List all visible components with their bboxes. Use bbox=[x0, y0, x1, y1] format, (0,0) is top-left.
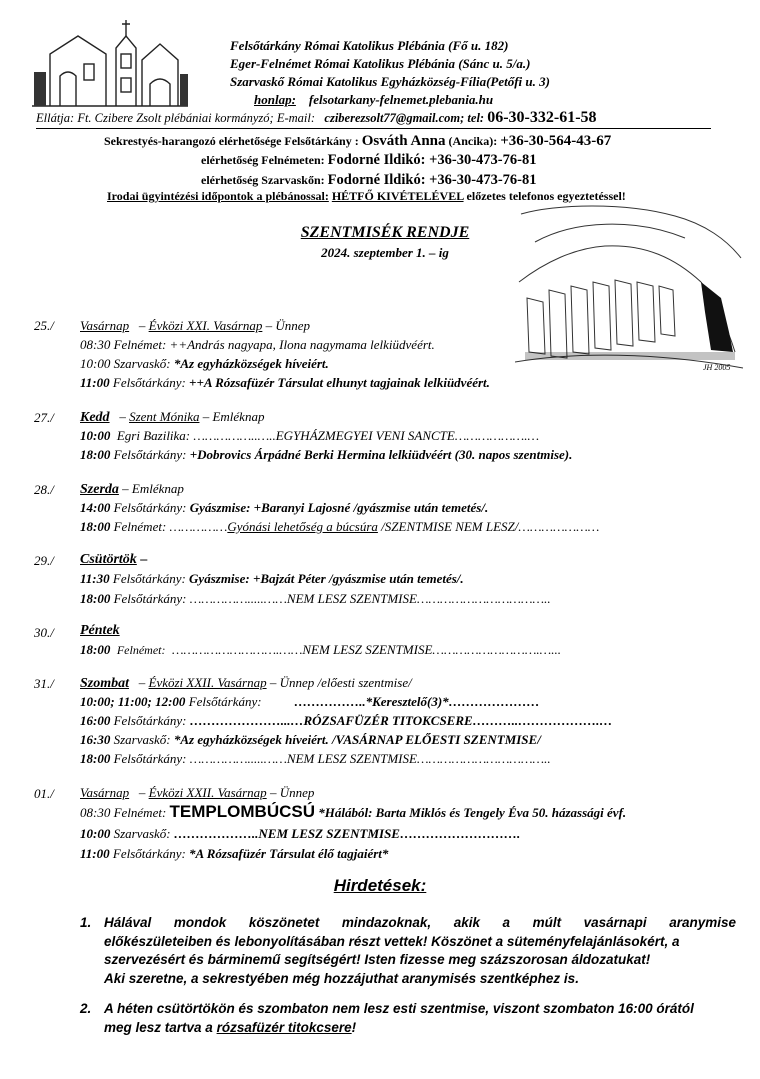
sketch-signature: JH 2005 bbox=[703, 363, 731, 372]
email[interactable]: cziberezsolt77@gmail.com; tel: bbox=[324, 111, 485, 125]
office-hours-highlight: HÉTFŐ KIVÉTELÉVEL bbox=[331, 189, 464, 203]
day-header bbox=[80, 552, 147, 568]
day-name: Vasárnap bbox=[80, 785, 130, 800]
sacristan-name: Osváth Anna bbox=[361, 133, 446, 149]
schedule-subtitle: 2024. szeptember 1. – ig bbox=[321, 245, 449, 260]
mass-entry: 18:00 Felsőtárkány: …………….....……NEM LESZ SZENTMISE…………………………….. bbox=[80, 591, 551, 606]
day-name: Péntek bbox=[80, 623, 120, 638]
header-divider bbox=[36, 128, 711, 129]
feast-name: Évközi XXII. Vasárnap bbox=[148, 785, 267, 800]
contact-line-3 bbox=[201, 172, 537, 189]
mass-entry: 11:30 Felsőtárkány: Gyászmise: +Bajzát Péter /gyászmise után temetés/. bbox=[80, 571, 464, 586]
szarvasko-contact-label: elérhetőség Szarvaskőn: bbox=[201, 173, 325, 187]
szarvasko-contact-value: Fodorné Ildikó: +36-30-473-76-81 bbox=[327, 172, 537, 188]
announcement-number: 1. bbox=[80, 915, 92, 930]
mass-entry: 18:00 Felnémet: ……………Gyónási lehetőség a búcsúra /SZENTMISE NEM LESZ/………………… bbox=[80, 519, 600, 534]
mass-entry: 11:00 Felsőtárkány: *A Rózsafüzér Társulat élő tagjaiért* bbox=[80, 846, 389, 861]
mass-entry: 18:00 Felsőtárkány: …………….....……NEM LESZ SZENTMISE…………………………….. bbox=[80, 751, 551, 766]
feast-rank: – Emléknap bbox=[202, 409, 265, 424]
feast-rank: – Ünnep bbox=[269, 785, 315, 800]
office-hours-label: Irodai ügyintézési időpontok a plébánossal: bbox=[107, 189, 329, 203]
homepage-label: honlap: bbox=[254, 92, 296, 107]
announcement-item-2: 2. A héten csütörtökön és szombaton nem lesz esti szentmise, viszont szombaton 16:00 órától meg lesz tartva a rózsafüzér titokcsere! bbox=[80, 1001, 694, 1035]
contact-line-1 bbox=[104, 133, 611, 150]
day-name: Vasárnap bbox=[80, 318, 130, 333]
day-number: 30./ bbox=[34, 625, 54, 640]
homepage-url[interactable]: felsotarkany-felnemet.plebania.hu bbox=[308, 92, 494, 107]
felnemet-contact-value: Fodorné Ildikó: +36-30-473-76-81 bbox=[327, 152, 537, 168]
sacristan-nick: (Ancika): bbox=[448, 134, 498, 148]
mass-entry: 10:00 Szarvaskő: ………………..NEM LESZ SZENTMISE………………………. bbox=[80, 826, 521, 841]
mass-entry: 16:00 Felsőtárkány: …………………...…RÓZSAFÜZÉR TITOKCSERE………..……………….… bbox=[80, 713, 613, 728]
mass-entry: 10:00 Szarvaskő: *Az egyházközségek híveiért. bbox=[80, 356, 329, 371]
announcement-item-1: 1. Hálával mondok köszönetet mindazoknak, akik a múlt vasárnapi aranymise előkészületeiben és lebonyolításában részt vettek! Köszönet a süteményfelajánlásokért, a szervezésért és bárminemű segítségért! Isten fizesse meg százszorosan áldozatukat! Aki szeretne, a sekrestyében még hozzájuthat aranymisés szentképhez is. bbox=[80, 915, 736, 986]
schedule-title-text: SZENTMISÉK RENDJE bbox=[300, 224, 470, 241]
day-name: Kedd bbox=[80, 410, 110, 425]
feast-name: Évközi XXII. Vasárnap bbox=[148, 675, 267, 690]
mass-entry: 10:00; 11:00; 12:00 Felsőtárkány: ……………..*Keresztelő(3)*………………… bbox=[80, 694, 540, 709]
mass-entry: 18:00 Felsőtárkány: +Dobrovics Árpádné Berki Hermina lelkiüdvéért (30. napos szentmise). bbox=[80, 447, 573, 462]
day-number: 01./ bbox=[34, 786, 54, 801]
day-number: 29./ bbox=[34, 553, 54, 568]
day-header bbox=[80, 623, 120, 639]
office-hours-rest: előzetes telefonos egyeztetéssel! bbox=[466, 189, 626, 203]
day-header: Szombat – Évközi XXII. Vasárnap – Ünnep /előesti szentmise/ bbox=[80, 675, 412, 691]
day-number: 31./ bbox=[34, 676, 54, 691]
day-header: Kedd – Szent Mónika – Emléknap bbox=[80, 409, 265, 425]
felnemet-contact-label: elérhetőség Felnémeten: bbox=[201, 153, 325, 167]
patronal-feast: TEMPLOMBÚCSÚ bbox=[169, 802, 315, 821]
day-dash: – bbox=[140, 552, 148, 567]
ministry-line bbox=[36, 109, 597, 127]
parish-felsotarkany: Felsőtárkány Római Katolikus Plébánia (Fő u. 182) bbox=[230, 38, 509, 53]
parish-szarvasko: Szarvaskő Római Katolikus Egyházközség-Fília(Petőfi u. 3) bbox=[230, 74, 550, 89]
feast-rank: – Emléknap bbox=[122, 481, 184, 496]
day-number: 27./ bbox=[34, 410, 54, 425]
day-number: 25./ bbox=[34, 318, 54, 333]
mass-entry: 18:00 Felnémet: ……………………….……NEM LESZ SZENTMISE……………………….…... bbox=[80, 642, 561, 657]
day-header: Vasárnap – Évközi XXII. Vasárnap – Ünnep bbox=[80, 785, 315, 800]
feast-rank: – Ünnep /előesti szentmise/ bbox=[269, 675, 412, 690]
mass-entry: 11:00 Felsőtárkány: ++A Rózsafüzér Társulat elhunyt tagjainak lelkiüdvéért. bbox=[80, 375, 490, 390]
day-header bbox=[80, 481, 184, 498]
day-name: Szerda bbox=[80, 482, 119, 497]
feast-name: Évközi XXI. Vasárnap bbox=[148, 318, 263, 333]
schedule-title bbox=[260, 224, 510, 242]
contact-line-2 bbox=[201, 152, 536, 169]
mass-entry: 14:00 Felsőtárkány: Gyászmise: +Baranyi Lajosné /gyászmise után temetés/. bbox=[80, 500, 489, 515]
mass-entry: 08:30 Felnémet: TEMPLOMBÚCSÚ *Hálából: Barta Miklós és Tengely Éva 50. házassági évf. bbox=[80, 802, 627, 821]
announcements-title-text: Hirdetések: bbox=[333, 876, 427, 895]
day-number: 28./ bbox=[34, 482, 54, 497]
mass-entry: 08:30 Felnémet: ++András nagyapa, Ilona nagymama lelkiüdvéért. bbox=[80, 337, 435, 352]
day-header: Vasárnap – Évközi XXI. Vasárnap – Ünnep bbox=[80, 318, 311, 333]
homepage-line bbox=[254, 92, 493, 108]
announcements-title bbox=[0, 876, 760, 896]
day-name: Csütörtök bbox=[80, 552, 137, 567]
mass-entry: 10:00 Egri Bazilika: ……………..…..EGYHÁZMEGYEI VENI SANCTE……………….… bbox=[80, 428, 540, 443]
feast-name: Szent Mónika bbox=[129, 409, 200, 424]
sacristan-label: Sekrestyés-harangozó elérhetősége Felsőtárkány : bbox=[104, 134, 359, 148]
day-name: Szombat bbox=[80, 676, 130, 691]
rosary-link: rózsafüzér titokcsere bbox=[216, 1019, 352, 1035]
mass-entry: 16:30 Szarvaskő: *Az egyházközségek híveiért. /VASÁRNAP ELŐESTI SZENTMISE/ bbox=[80, 732, 541, 747]
parish-felnemet: Eger-Felnémet Római Katolikus Plébánia (Sánc u. 5/a.) bbox=[230, 56, 531, 71]
sacristan-phone: +36-30-564-43-67 bbox=[500, 133, 612, 149]
feast-rank: – Ünnep bbox=[265, 318, 311, 333]
ministry-text: Ellátja: Ft. Czibere Zsolt plébániai kormányzó; E-mail: bbox=[36, 111, 316, 125]
announcement-number: 2. bbox=[80, 1001, 92, 1016]
confession-link: Gyónási lehetőség a búcsúra bbox=[227, 519, 378, 534]
main-phone: 06-30-332-61-58 bbox=[487, 109, 597, 126]
procession-sketch bbox=[515, 202, 745, 380]
church-logo bbox=[30, 14, 190, 110]
